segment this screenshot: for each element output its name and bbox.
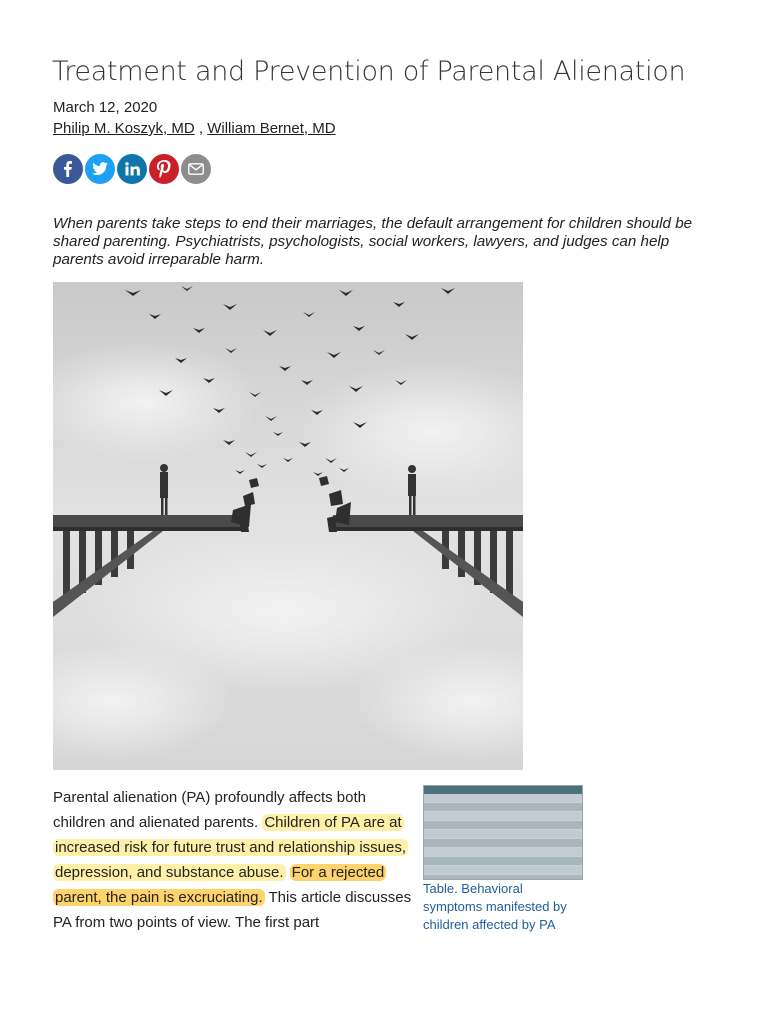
- email-share-button[interactable]: [181, 154, 211, 184]
- broken-bridge-birds-image: [53, 282, 523, 770]
- facebook-icon: [61, 161, 75, 177]
- table-thumbnail-row: [424, 839, 582, 848]
- table-thumbnail-row: [424, 821, 582, 830]
- twitter-icon: [92, 162, 108, 176]
- publish-date: March 12, 2020: [53, 99, 158, 116]
- body-text-intro: Parental alienation (PA) profoundly affects both children and alienated parents.: [53, 789, 366, 831]
- table-thumbnail-row: [424, 794, 582, 803]
- hero-illustration: [53, 282, 523, 770]
- pinterest-share-button[interactable]: [149, 154, 179, 184]
- highlight-rejected-parent: For a rejected parent, the pain is excruciating.: [55, 864, 385, 906]
- author-separator: ,: [194, 120, 208, 137]
- table-thumbnail-row: [424, 830, 582, 839]
- table-thumbnail-row: [424, 866, 582, 875]
- table-thumbnail-row: [424, 803, 582, 812]
- twitter-share-button[interactable]: [85, 154, 115, 184]
- article-body-paragraph: [53, 785, 413, 935]
- linkedin-share-button[interactable]: [117, 154, 147, 184]
- article-title: Treatment and Prevention of Parental Alienation: [52, 56, 686, 87]
- share-bar: [53, 154, 211, 184]
- table-thumbnail-row: [424, 848, 582, 857]
- author-link-bernet[interactable]: William Bernet, MD: [207, 120, 336, 137]
- table-thumbnail-row: [424, 857, 582, 866]
- table-caption-link[interactable]: Table. Behavioral symptoms manifested by children affected by PA: [423, 881, 567, 932]
- body-text-continuation: This article discusses PA from two points of view. The first part: [53, 889, 412, 931]
- linkedin-icon: [125, 162, 140, 176]
- facebook-share-button[interactable]: [53, 154, 83, 184]
- email-icon: [188, 163, 204, 175]
- table-thumbnail-row: [424, 812, 582, 821]
- highlight-children-risk: Children of PA are at increased risk for future trust and relationship issues, depression, and substance abuse.: [55, 814, 406, 881]
- table-thumbnail-header: [424, 786, 582, 794]
- author-byline: [53, 120, 336, 137]
- author-link-koszyk[interactable]: Philip M. Koszyk, MD: [53, 120, 195, 137]
- article-lede: When parents take steps to end their marriages, the default arrangement for children should be shared parenting. Psychiatrists, psychologists, social workers, lawyers, and judges can help parents avoid irreparable harm.: [53, 215, 693, 268]
- table-thumbnail[interactable]: [423, 785, 583, 880]
- pinterest-icon: [156, 160, 172, 178]
